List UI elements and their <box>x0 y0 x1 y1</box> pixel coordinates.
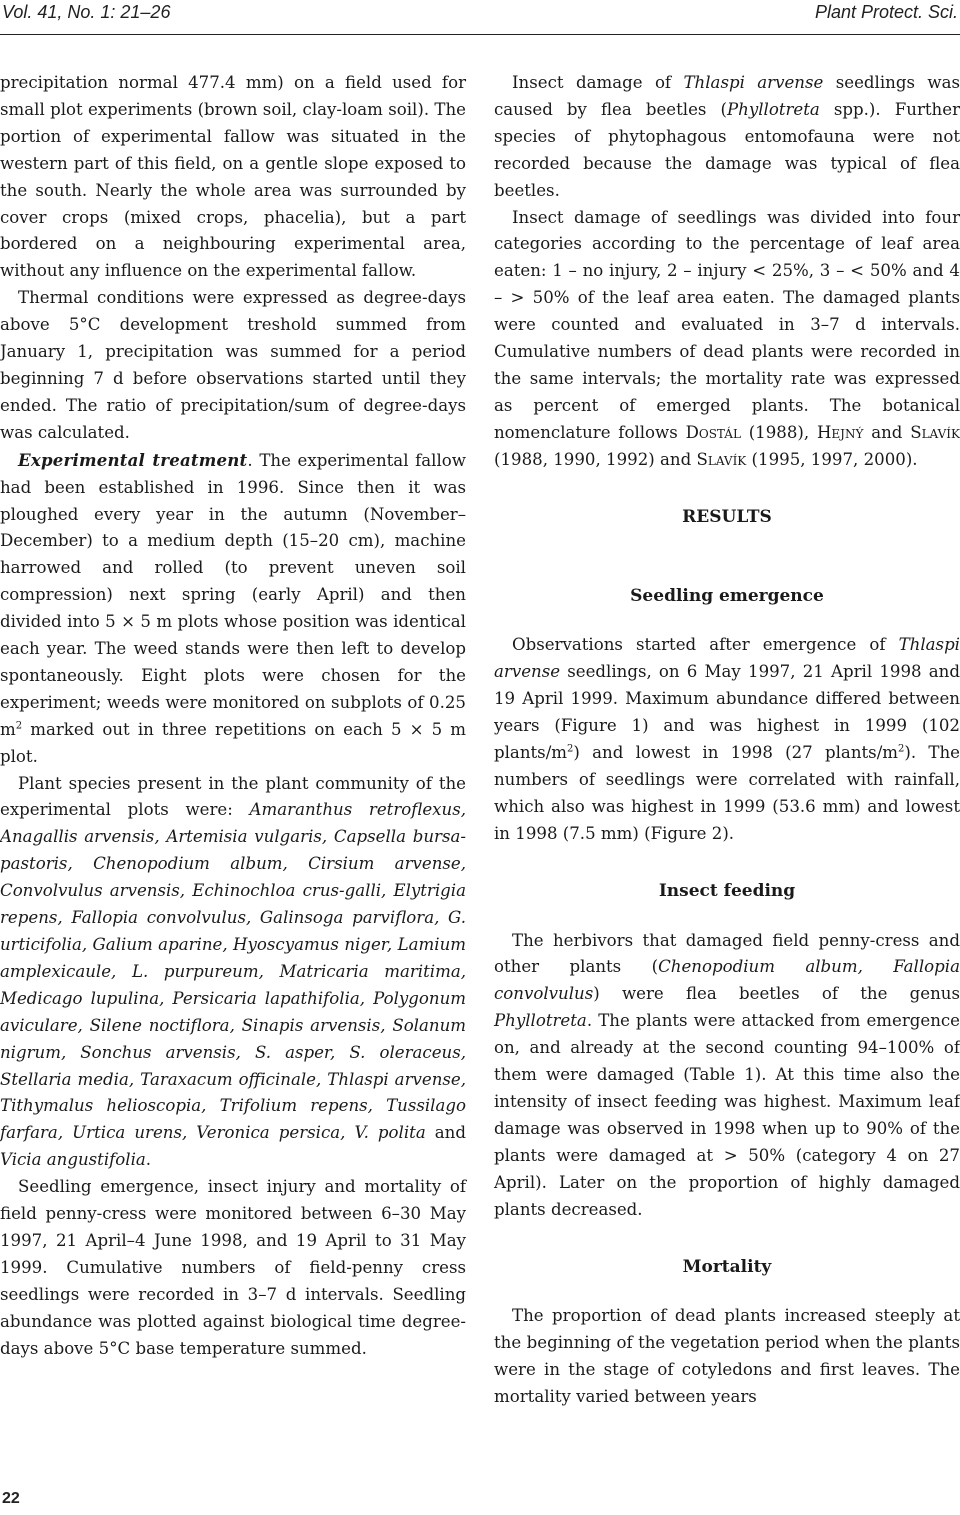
journal-name: Plant Protect. Sci. <box>814 2 958 22</box>
paragraph-damage-categories: Insect damage of seedlings was divided into four categories according to the percentage of leaf area eaten: 1 – no injury, 2 – injury < 25%, 3 – < 50% and 4 – > 50% of the leaf area eaten. The damaged plants were counted and evaluated in 3–7 d intervals. Cumulative numbers of dead plants were recorded in the same intervals; the mortality rate was expressed as percent of emerged plants. The botanical nomenclature follows Dostál (1988), Hejný and Slavík (1988, 1990, 1992) and Slavík (1995, 1997, 2000). <box>494 207 960 469</box>
paragraph-treatment: Experimental treatment. The experimental fallow had been established in 1996. Since then it was ploughed every year in the autumn (November–December) to a medium depth (15–20 cm), machine harrowed and rolled (to prevent uneven soil compression) next spring (early April) and then divided into 5 × 5 m plots whose position was identical each year. The weed stands were then left to develop spontaneously. Eight plots were chosen for the experiment; weeds were monitored on subplots of 0.25 $m^2$ marked out in three repetitions on each 5 × 5 m plot. <box>0 449 466 766</box>
paragraph-species: Plant species present in the plant community of the experimental plots were: Amaranthus retroflexus, Anagallis arvensis, Artemisia vulgaris, Capsella bursa-pastoris, Chenopodium album, Cirsium arvense, Convolvulus arvensis, Echinochloa crus-galli, Elytrigia repens, Fallopia convolvulus, Galinsoga parviflora, G. urticifolia, Galium aparine, Hyoscyamus niger, Lamium amplexicaule, L. purpureum, Matricaria maritima, Medicago lupulina, Persicaria lapathifolia, Polygonum aviculare, Silene noctiflora, Sinapis arvensis, Solanum nigrum, Sonchus arvensis, S. asper, S. oleraceus, Stellaria media, Taraxacum officinale, Thlaspi arvense, Tithymalus helioscopia, Trifolium repens, Tussilago farfara, Urtica urens, Veronica persica, V. polita and Vicia angustifolia. <box>0 773 466 1170</box>
paragraph-mortality: The proportion of dead plants increased steeply at the beginning of the vegetation period when the plants were in the stage of cotyledons and first leaves. The mortality varied between years <box>494 1306 960 1407</box>
journal-issue: Vol. 41, No. 1: 21–26 <box>2 2 171 22</box>
run-in-heading-treatment: Experimental treatment <box>18 449 248 470</box>
paragraph-monitoring: Seedling emergence, insect injury and mortality of field penny-cress were monitored between 6–30 May 1997, 21 April–4 June 1998, and 19 April to 31 May 1999. Cumulative numbers of field-penny cress seedlings were recorded in 3–7 d intervals. Seedling abundance was plotted against biological time degree-days above 5°C base temperature summed. <box>0 1177 466 1358</box>
paragraph-insect-damage: Insect damage of Thlaspi arvense seedlings was caused by flea beetles (Phyllotreta spp.). Further species of phytophagous entomofauna were not recorded because the damage was typical of flea beetles. <box>494 73 960 200</box>
insect-feeding-heading: Insect feeding <box>658 880 796 901</box>
seedling-emergence-heading: Seedling emergence <box>630 585 824 606</box>
right-column <box>494 70 960 1411</box>
paragraph-insect-feeding: The herbivors that damaged field penny-cress and other plants (Chenopodium album, Fallopia convolvulus) were flea beetles of the genus Phyllotreta. The plants were attacked from emergence on, and already at the second counting 94–100% of them were damaged (Table 1). At this time also the intensity of insect feeding was highest. Maximum leaf damage was observed in 1998 when up to 90% of the plants were damaged at > 50% (category 4 on 27 April). Later on the proportion of highly damaged plants decreased. <box>494 930 960 1219</box>
paragraph-thermal: Thermal conditions were expressed as degree-days above 5°C development treshold summed from January 1, precipitation was summed for a period beginning 7 d before observations started until they ended. The ratio of precipitation/sum of degree-days was calculated. <box>0 288 466 442</box>
species-list: Amaranthus retroflexus, Anagallis arvensis, Artemisia vulgaris, Capsella bursa-pastoris, Chenopodium album, Cirsium arvense, Convolvulus arvensis, Echinochloa crus-galli, Elytrigia repens, Fallopia convolvulus, Galinsoga parviflora, G. urticifolia, Galium aparine, Hyoscyamus niger, Lamium amplexicaule, L. purpureum, Matricaria maritima, Medicago lupulina, Persicaria lapathifolia, Polygonum aviculare, Silene noctiflora, Sinapis arvensis, Solanum nigrum, Sonchus arvensis, S. asper, S. oleraceus, Stellaria media, Taraxacum officinale, Thlaspi arvense, Tithymalus helioscopia, Trifolium repens, Tussilago farfara, Urtica urens, Veronica persica, V. polita <box>0 800 466 1143</box>
paragraph-site: precipitation normal 477.4 mm) on a field used for small plot experiments (brown soil, clay-loam soil). The portion of experimental fallow was situated in the western part of this field, on a gentle slope exposed to the south. Nearly the whole area was surrounded by cover crops (mixed crops, phacelia), but a part bordered on a neighbouring experimental area, without any influence on the experimental fallow. <box>0 73 466 281</box>
header-rule <box>0 34 960 35</box>
paragraph-seedling-emergence: Observations started after emergence of Thlaspi arvense seedlings, on 6 May 1997, 21 April 1998 and 19 April 1999. Maximum abundance differed between years (Figure 1) and was highest in 1999 (102 plants/$m^2$) and lowest in 1998 (27 plants/$m^2$). The numbers of seedlings were correlated with rainfall, which also was highest in 1999 (53.6 mm) and lowest in 1998 (7.5 mm) (Figure 2). <box>494 635 960 843</box>
left-column <box>0 70 466 1363</box>
running-header <box>0 0 960 34</box>
page-number: 22 <box>2 1490 20 1507</box>
results-heading: RESULTS <box>682 506 772 527</box>
mortality-heading: Mortality <box>682 1256 772 1277</box>
